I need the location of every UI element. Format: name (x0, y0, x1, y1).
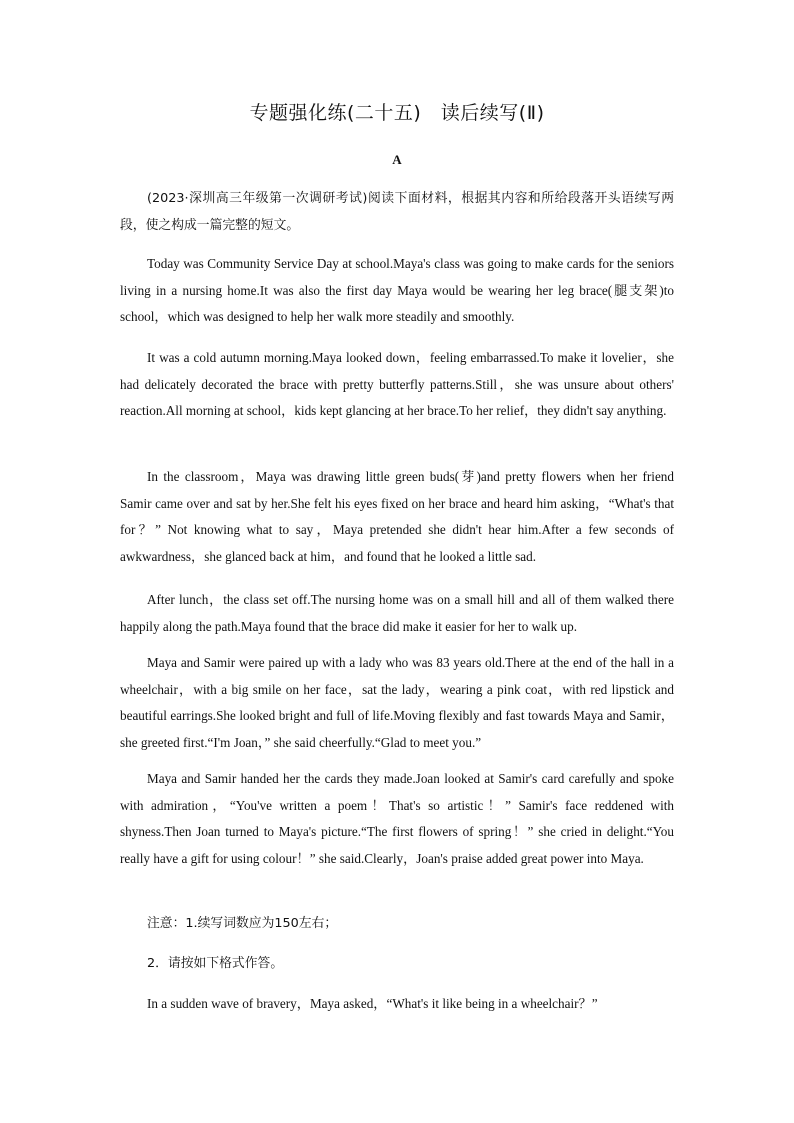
note-word-count: 注意：1.续写词数应为150左右； (147, 916, 338, 931)
passage-paragraph-2: It was a cold autumn morning.Maya looked down，feeling embarrassed.To make it lovelier，she had delicately decorated the brace with pretty butterfly patterns.Still，she was unsure about others' reaction.All morning at school，kids kept glancing at her brace.To her relief，they didn't say anything. (120, 350, 674, 418)
passage-paragraph-5: Maya and Samir were paired up with a lady who was 83 years old.There at the end of the hall in a wheelchair，with a big smile on her face，sat the lady，wearing a pink coat，with red lipstick and beautiful earrings.She looked bright and full of life.Moving flexibly and fast towards Maya and Samir，she greeted first.“I'm Joan，” she said cheerfully.“Glad to meet you.” (120, 655, 674, 750)
passage-paragraph-4: After lunch，the class set off.The nursing home was on a small hill and all of them walked there happily along the path.Maya found that the brace did make it easier for her to walk up. (120, 592, 674, 634)
continuation-opening: In a sudden wave of bravery，Maya asked，“What's it like being in a wheelchair？” (147, 996, 598, 1011)
section-label: A (392, 152, 402, 167)
passage-paragraph-1: Today was Community Service Day at school.Maya's class was going to make cards for the seniors living in a nursing home.It was also the first day Maya would be wearing her leg brace(腿支架)to school，which was designed to help her walk more steadily and smoothly. (120, 256, 674, 324)
note-format: 2．请按如下格式作答。 (147, 956, 284, 971)
passage-paragraph-6: Maya and Samir handed her the cards they made.Joan looked at Samir's card carefully and spoke with admiration，“You've written a poem！That's so artistic！” Samir's face reddened with shyness.Then Joan turned to Maya's picture.“The first flowers of spring！” she cried in delight.“You really have a gift for using colour！” she said.Clearly，Joan's praise added great power into Maya. (120, 771, 674, 866)
passage-paragraph-3: In the classroom，Maya was drawing little green buds(芽)and pretty flowers when her friend Samir came over and sat by her.She felt his eyes fixed on her brace and heard him asking，“What's that for？” Not knowing what to say，Maya pretended she didn't hear him.After a few seconds of awkwardness，she glanced back at him，and found that he looked a little sad. (120, 469, 674, 564)
instruction-text: (2023·深圳高三年级第一次调研考试)阅读下面材料，根据其内容和所给段落开头语续写两段，使之构成一篇完整的短文。 (120, 191, 674, 233)
page-title: 专题强化练(二十五) 读后续写(Ⅱ) (249, 102, 545, 124)
